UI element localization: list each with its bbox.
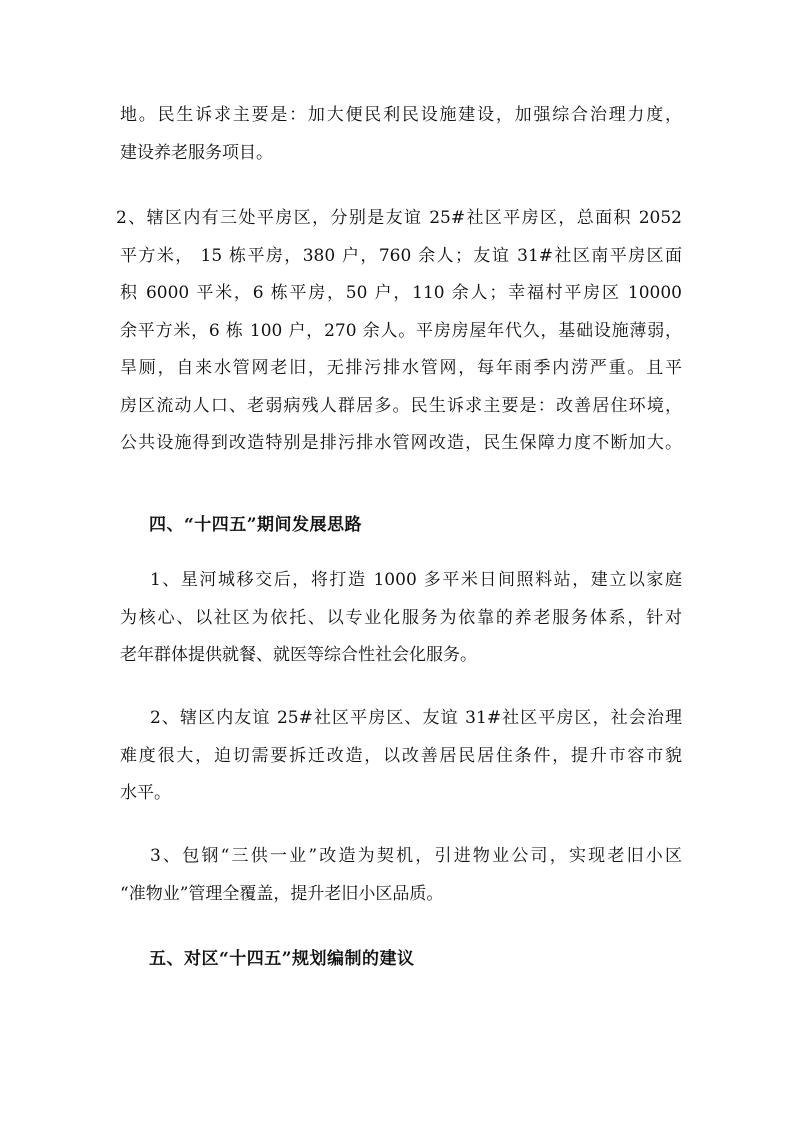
text-line: 老年群体提供就餐、就医等综合性社会化服务。	[120, 645, 477, 665]
text-line: 3、包钢“三供一业”改造为契机，引进物业公司，实现老旧小区	[150, 846, 682, 866]
text-line: 积 6000 平米，6 栋平房，50 户，110 余人；幸福村平房区 10000	[120, 283, 682, 303]
section-heading-planning-suggestions: 五、对区“十四五”规划编制的建议	[149, 949, 415, 969]
paragraph-livelihood-demands	[120, 97, 682, 172]
text-line: 2、辖区内有三处平房区，分别是友谊 25#社区平房区，总面积 2052	[116, 208, 682, 228]
text-line: 房区流动人口、老弱病残人群居多。民生诉求主要是：改善居住环境，	[120, 395, 682, 416]
text-line: 为核心、以社区为依托、以专业化服务为依靠的养老服务体系，针对	[120, 607, 682, 628]
text-line: 难度很大，迫切需要拆迁改造，以改善居民居住条件，提升市容市貌	[120, 745, 682, 766]
text-line: 2、辖区内友谊 25#社区平房区、友谊 31#社区平房区，社会治理	[150, 708, 682, 728]
text-line: 旱厕，自来水管网老旧，无排污排水管网，每年雨季内涝严重。且平	[120, 358, 682, 378]
paragraph-item-3	[120, 838, 682, 913]
text-line: 余平方米，6 栋 100 户，270 余人。平房房屋年代久，基础设施薄弱，	[120, 320, 682, 341]
paragraph-item-1	[120, 562, 682, 675]
paragraph-bungalow-areas	[116, 200, 682, 463]
text-line: 建设养老服务项目。	[120, 142, 273, 163]
text-line: 水平。	[120, 783, 171, 803]
text-line: 公共设施得到改造特别是排污排水管网改造，民生保障力度不断加大。	[120, 433, 682, 453]
text-line: “准物业”管理全覆盖，提升老旧小区品质。	[120, 883, 444, 904]
text-line: 平方米， 15 栋平房，380 户，760 余人；友谊 31#社区南平房区面	[120, 245, 682, 266]
section-heading-development-ideas: 四、“十四五”期间发展思路	[149, 515, 363, 535]
paragraph-item-2	[120, 700, 682, 813]
text-line: 地。民生诉求主要是：加大便民利民设施建设，加强综合治理力度，	[120, 105, 682, 125]
text-line: 1、星河城移交后，将打造 1000 多平米日间照料站，建立以家庭	[150, 570, 682, 590]
